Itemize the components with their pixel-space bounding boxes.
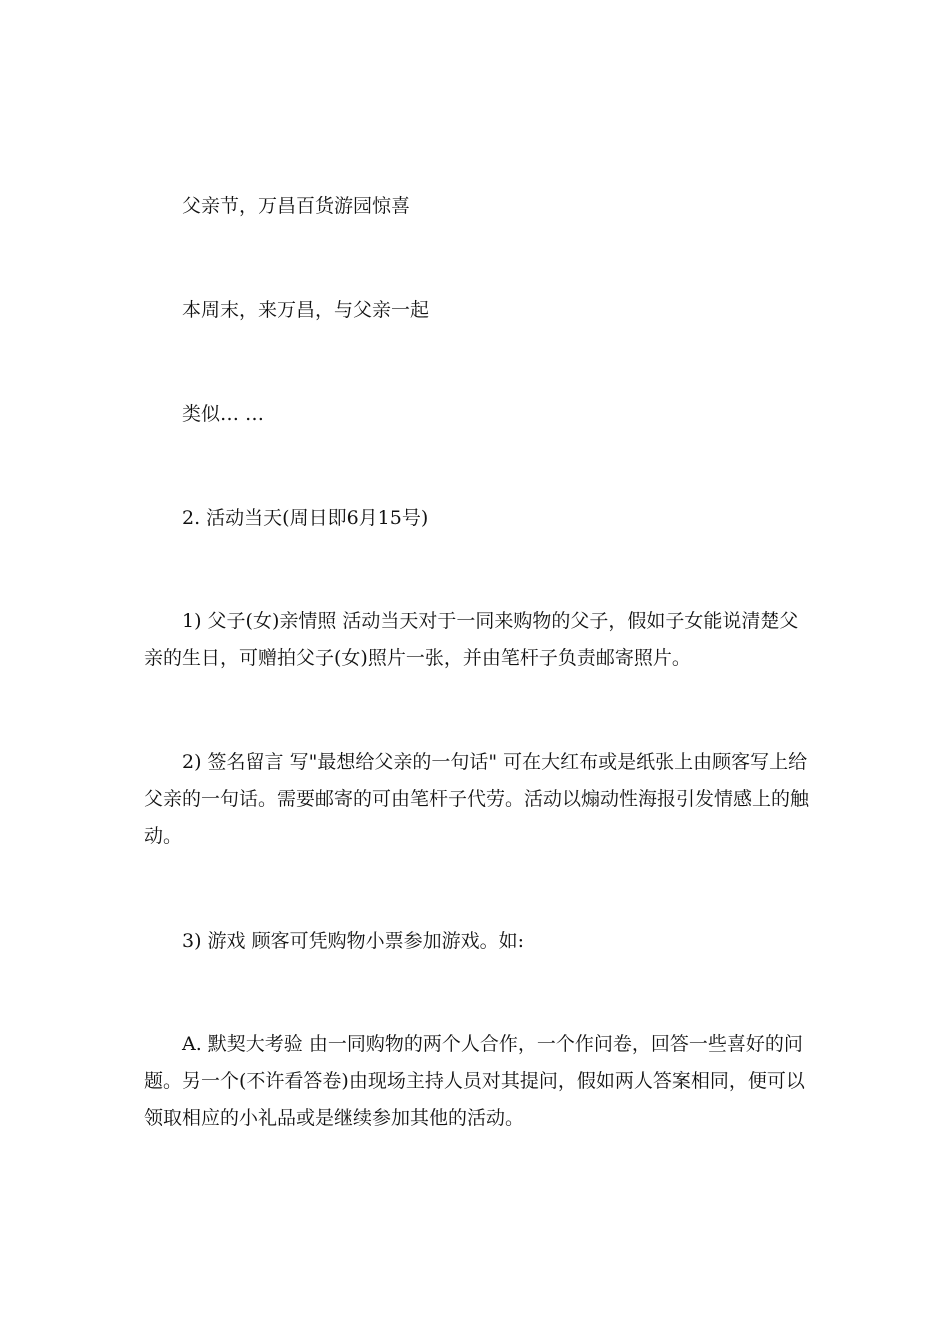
paragraph-weekend-slogan: 本周末，来万昌，与父亲一起	[182, 299, 430, 321]
paragraph-event-day: 2. 活动当天(周日即6月15号)	[182, 507, 429, 529]
paragraph-games: 3) 游戏 顾客可凭购物小票参加游戏。如:	[182, 930, 524, 952]
paragraph-signature-message: 2) 签名留言 写"最想给父亲的一句话" 可在大红布或是纸张上由顾客写上给父亲的一句话。需要邮寄的可由笔杆子代劳。活动以煽动性海报引发情感上的触动。	[144, 751, 810, 847]
paragraph-similar: 类似… …	[182, 403, 265, 425]
paragraph-tacit-test: A. 默契大考验 由一同购物的两个人合作，一个作问卷，回答一些喜好的问题。另一个(不许看答卷)由现场主持人员对其提问，假如两人答案相同，便可以领取相应的小礼品或是继续参加其他的活动。	[144, 1033, 805, 1129]
paragraph-family-photo: 1) 父子(女)亲情照 活动当天对于一同来购物的父子，假如子女能说清楚父亲的生日，可赠拍父子(女)照片一张，并由笔杆子负责邮寄照片。	[144, 610, 799, 669]
paragraph-heading-surprise: 父亲节，万昌百货游园惊喜	[182, 195, 411, 217]
